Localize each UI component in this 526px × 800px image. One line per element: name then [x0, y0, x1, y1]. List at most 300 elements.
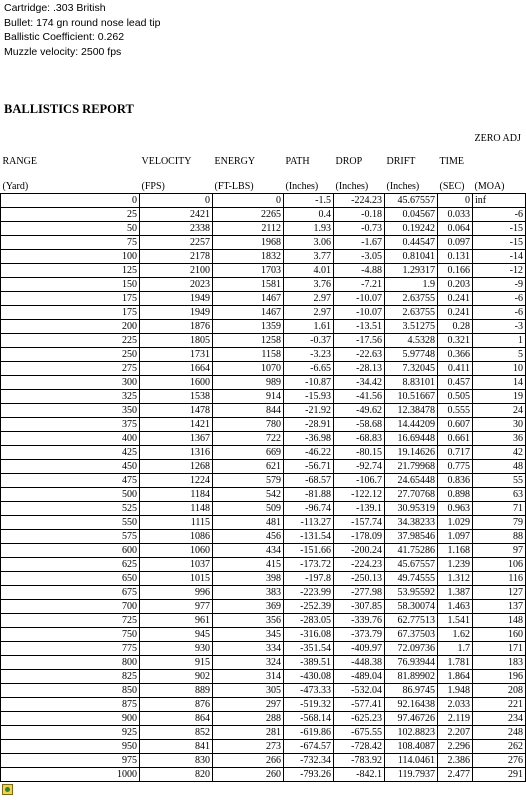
cell-drift: 76.93944	[385, 656, 438, 670]
cell-zero-adj: 5	[473, 348, 526, 362]
cell-velocity: 864	[140, 712, 213, 726]
cell-velocity: 1184	[140, 488, 213, 502]
cell-range: 600	[1, 544, 140, 558]
table-row	[1, 278, 526, 292]
cell-time: 2.296	[438, 740, 473, 754]
cell-range: 575	[1, 530, 140, 544]
cell-drop: -489.04	[334, 670, 385, 684]
cell-energy: 324	[213, 656, 284, 670]
cell-range: 250	[1, 348, 140, 362]
unit-velocity: (FPS)	[141, 181, 165, 192]
cell-time: 1.239	[438, 558, 473, 572]
cell-path: 4.01	[284, 264, 334, 278]
cell-energy: 722	[213, 432, 284, 446]
cell-time: 1.097	[438, 530, 473, 544]
cell-range: 475	[1, 474, 140, 488]
cell-drop: -277.98	[334, 586, 385, 600]
table-row	[1, 362, 526, 376]
cell-drop: -448.38	[334, 656, 385, 670]
cell-path: -46.22	[284, 446, 334, 460]
cell-zero-adj: -6	[473, 208, 526, 222]
cell-drop: -41.56	[334, 390, 385, 404]
cell-time: 1.463	[438, 600, 473, 614]
cell-range: 950	[1, 740, 140, 754]
cell-velocity: 1015	[140, 572, 213, 586]
cell-drop: -28.13	[334, 362, 385, 376]
cell-time: 2.386	[438, 754, 473, 768]
cell-range: 925	[1, 726, 140, 740]
cell-path: -389.51	[284, 656, 334, 670]
cell-zero-adj: 262	[473, 740, 526, 754]
cell-zero-adj: -14	[473, 250, 526, 264]
cell-path: -473.33	[284, 684, 334, 698]
cell-velocity: 915	[140, 656, 213, 670]
cell-drop: -7.21	[334, 278, 385, 292]
cell-velocity: 820	[140, 768, 213, 782]
cartridge-info	[4, 1, 160, 59]
cell-zero-adj: 48	[473, 460, 526, 474]
cell-zero-adj: 234	[473, 712, 526, 726]
cell-zero-adj: -3	[473, 320, 526, 334]
muzzle-velocity-line: Muzzle velocity: 2500 fps	[4, 45, 122, 58]
cell-drift: 7.32045	[385, 362, 438, 376]
cell-path: 0.4	[284, 208, 334, 222]
cell-drop: -22.63	[334, 348, 385, 362]
cell-energy: 1703	[213, 264, 284, 278]
cell-velocity: 1316	[140, 446, 213, 460]
cell-energy: 621	[213, 460, 284, 474]
cell-drop: -842.1	[334, 768, 385, 782]
cell-velocity: 1600	[140, 376, 213, 390]
cell-path: -173.72	[284, 558, 334, 572]
cell-range: 350	[1, 404, 140, 418]
cell-time: 1.7	[438, 642, 473, 656]
cell-energy: 844	[213, 404, 284, 418]
cell-drop: -10.07	[334, 292, 385, 306]
cell-velocity: 1478	[140, 404, 213, 418]
cell-time: 1.864	[438, 670, 473, 684]
cell-zero-adj: -6	[473, 306, 526, 320]
cell-velocity: 841	[140, 740, 213, 754]
cell-energy: 383	[213, 586, 284, 600]
cell-zero-adj: 71	[473, 502, 526, 516]
cell-velocity: 2178	[140, 250, 213, 264]
cell-drop: -224.23	[334, 194, 385, 208]
table-row	[1, 418, 526, 432]
cell-range: 900	[1, 712, 140, 726]
cell-drop: -224.23	[334, 558, 385, 572]
cell-velocity: 2338	[140, 222, 213, 236]
cell-drop: -783.92	[334, 754, 385, 768]
unit-drift: (Inches)	[386, 181, 420, 192]
col-header-velocity: VELOCITY	[141, 156, 192, 167]
cell-energy: 1258	[213, 334, 284, 348]
cell-time: 0.366	[438, 348, 473, 362]
spreadsheet-object-icon	[2, 784, 13, 795]
cell-drop: -200.24	[334, 544, 385, 558]
cell-range: 50	[1, 222, 140, 236]
cell-drop: -0.73	[334, 222, 385, 236]
table-row	[1, 432, 526, 446]
cell-path: -0.37	[284, 334, 334, 348]
cell-drift: 21.79968	[385, 460, 438, 474]
cell-drop: -58.68	[334, 418, 385, 432]
cell-time: 1.541	[438, 614, 473, 628]
cell-path: -568.14	[284, 712, 334, 726]
cell-velocity: 1367	[140, 432, 213, 446]
cell-energy: 1832	[213, 250, 284, 264]
col-header-range: RANGE	[2, 156, 37, 167]
cell-path: 2.97	[284, 292, 334, 306]
cell-range: 125	[1, 264, 140, 278]
cell-zero-adj: inf	[473, 194, 526, 208]
cell-zero-adj: 291	[473, 768, 526, 782]
cell-velocity: 902	[140, 670, 213, 684]
cell-time: 1.168	[438, 544, 473, 558]
cell-time: 0.28	[438, 320, 473, 334]
unit-drop: (Inches)	[335, 181, 369, 192]
ballistics-table	[0, 131, 526, 782]
cell-path: -36.98	[284, 432, 334, 446]
cell-range: 1000	[1, 768, 140, 782]
cell-range: 25	[1, 208, 140, 222]
cell-energy: 481	[213, 516, 284, 530]
cell-path: -223.99	[284, 586, 334, 600]
cell-drift: 119.7937	[385, 768, 438, 782]
bullet-line: Bullet: 174 gn round nose lead tip	[4, 16, 161, 29]
cell-zero-adj: 248	[473, 726, 526, 740]
cell-energy: 669	[213, 446, 284, 460]
cell-path: -283.05	[284, 614, 334, 628]
cell-path: -113.27	[284, 516, 334, 530]
cell-path: 1.93	[284, 222, 334, 236]
cell-zero-adj: 36	[473, 432, 526, 446]
cell-energy: 297	[213, 698, 284, 712]
cell-path: -3.23	[284, 348, 334, 362]
table-row	[1, 614, 526, 628]
cell-range: 525	[1, 502, 140, 516]
cell-path: -519.32	[284, 698, 334, 712]
cell-drop: -122.12	[334, 488, 385, 502]
cell-drift: 2.63755	[385, 292, 438, 306]
cell-zero-adj: 116	[473, 572, 526, 586]
cell-drift: 37.98546	[385, 530, 438, 544]
cell-range: 325	[1, 390, 140, 404]
cell-time: 0.836	[438, 474, 473, 488]
cell-path: -151.66	[284, 544, 334, 558]
table-row	[1, 348, 526, 362]
column-header-row	[1, 131, 526, 167]
cell-zero-adj: 196	[473, 670, 526, 684]
cell-zero-adj: -15	[473, 236, 526, 250]
cell-time: 0.717	[438, 446, 473, 460]
cell-range: 100	[1, 250, 140, 264]
cell-velocity: 1037	[140, 558, 213, 572]
cell-path: -430.08	[284, 670, 334, 684]
cell-zero-adj: -15	[473, 222, 526, 236]
cell-zero-adj: 127	[473, 586, 526, 600]
unit-range: (Yard)	[2, 181, 29, 192]
col-header-path: PATH	[285, 156, 310, 167]
cell-drift: 4.5328	[385, 334, 438, 348]
cell-drift: 72.09736	[385, 642, 438, 656]
cell-time: 2.207	[438, 726, 473, 740]
table-row	[1, 236, 526, 250]
cell-drop: -13.51	[334, 320, 385, 334]
cell-drop: -250.13	[334, 572, 385, 586]
cell-path: 2.97	[284, 306, 334, 320]
table-row	[1, 712, 526, 726]
cell-range: 275	[1, 362, 140, 376]
cell-zero-adj: 137	[473, 600, 526, 614]
cell-zero-adj: 30	[473, 418, 526, 432]
col-header-zero-adj: ZERO ADJ	[474, 133, 521, 144]
table-row	[1, 404, 526, 418]
units-row	[1, 167, 526, 194]
cell-path: -732.34	[284, 754, 334, 768]
cell-energy: 415	[213, 558, 284, 572]
cell-time: 0.661	[438, 432, 473, 446]
cell-energy: 1467	[213, 306, 284, 320]
cell-time: 0.411	[438, 362, 473, 376]
cell-time: 0.555	[438, 404, 473, 418]
cell-time: 1.948	[438, 684, 473, 698]
cell-velocity: 1268	[140, 460, 213, 474]
report-title: BALLISTICS REPORT	[4, 102, 134, 116]
unit-time: (SEC)	[439, 181, 465, 192]
cell-velocity: 2100	[140, 264, 213, 278]
cell-range: 550	[1, 516, 140, 530]
cell-time: 2.119	[438, 712, 473, 726]
cell-drift: 3.51275	[385, 320, 438, 334]
cell-time: 0.898	[438, 488, 473, 502]
cell-energy: 334	[213, 642, 284, 656]
cell-path: -28.91	[284, 418, 334, 432]
cell-energy: 780	[213, 418, 284, 432]
cell-drift: 108.4087	[385, 740, 438, 754]
cell-range: 375	[1, 418, 140, 432]
cell-zero-adj: 208	[473, 684, 526, 698]
col-header-drop: DROP	[335, 156, 363, 167]
cell-drift: 45.67557	[385, 194, 438, 208]
cell-drift: 41.75286	[385, 544, 438, 558]
cell-drift: 34.38233	[385, 516, 438, 530]
cell-drift: 10.51667	[385, 390, 438, 404]
cell-energy: 1581	[213, 278, 284, 292]
cell-drift: 81.89902	[385, 670, 438, 684]
cartridge-line: Cartridge: .303 British	[4, 2, 106, 14]
cell-drop: -1.67	[334, 236, 385, 250]
table-row	[1, 376, 526, 390]
cell-drift: 53.95592	[385, 586, 438, 600]
cell-velocity: 1148	[140, 502, 213, 516]
cell-drift: 14.44209	[385, 418, 438, 432]
cell-time: 0.241	[438, 306, 473, 320]
table-row	[1, 502, 526, 516]
cell-path: -316.08	[284, 628, 334, 642]
cell-drop: -532.04	[334, 684, 385, 698]
cell-path: -793.26	[284, 768, 334, 782]
cell-range: 150	[1, 278, 140, 292]
cell-energy: 579	[213, 474, 284, 488]
cell-drift: 102.8823	[385, 726, 438, 740]
cell-drop: -625.23	[334, 712, 385, 726]
cell-time: 0.203	[438, 278, 473, 292]
cell-energy: 345	[213, 628, 284, 642]
cell-energy: 281	[213, 726, 284, 740]
table-row	[1, 656, 526, 670]
cell-velocity: 1664	[140, 362, 213, 376]
cell-velocity: 0	[140, 194, 213, 208]
cell-zero-adj: 79	[473, 516, 526, 530]
cell-velocity: 1086	[140, 530, 213, 544]
cell-drift: 45.67557	[385, 558, 438, 572]
cell-time: 0.131	[438, 250, 473, 264]
cell-drop: -577.41	[334, 698, 385, 712]
cell-range: 425	[1, 446, 140, 460]
cell-drop: -139.1	[334, 502, 385, 516]
cell-time: 1.781	[438, 656, 473, 670]
table-row	[1, 740, 526, 754]
cell-drop: -157.74	[334, 516, 385, 530]
cell-path: -96.74	[284, 502, 334, 516]
cell-drift: 0.19242	[385, 222, 438, 236]
cell-velocity: 2421	[140, 208, 213, 222]
cell-energy: 305	[213, 684, 284, 698]
cell-range: 225	[1, 334, 140, 348]
table-row	[1, 320, 526, 334]
cell-range: 450	[1, 460, 140, 474]
cell-velocity: 876	[140, 698, 213, 712]
table-row	[1, 698, 526, 712]
cell-zero-adj: -9	[473, 278, 526, 292]
cell-zero-adj: 276	[473, 754, 526, 768]
cell-path: -21.92	[284, 404, 334, 418]
cell-drop: -307.85	[334, 600, 385, 614]
cell-velocity: 1115	[140, 516, 213, 530]
cell-range: 675	[1, 586, 140, 600]
cell-velocity: 1421	[140, 418, 213, 432]
cell-drift: 0.81041	[385, 250, 438, 264]
cell-range: 625	[1, 558, 140, 572]
cell-drift: 27.70768	[385, 488, 438, 502]
table-row	[1, 726, 526, 740]
cell-energy: 260	[213, 768, 284, 782]
cell-zero-adj: 97	[473, 544, 526, 558]
cell-drift: 1.9	[385, 278, 438, 292]
cell-drop: -728.42	[334, 740, 385, 754]
cell-time: 0.963	[438, 502, 473, 516]
cell-path: -15.93	[284, 390, 334, 404]
ballistic-coefficient-line: Ballistic Coefficient: 0.262	[4, 31, 125, 43]
table-row	[1, 600, 526, 614]
unit-zero-adj: (MOA)	[474, 181, 505, 192]
cell-drop: -17.56	[334, 334, 385, 348]
cell-path: -351.54	[284, 642, 334, 656]
cell-zero-adj: 106	[473, 558, 526, 572]
cell-drift: 2.63755	[385, 306, 438, 320]
cell-velocity: 930	[140, 642, 213, 656]
table-row	[1, 264, 526, 278]
cell-range: 750	[1, 628, 140, 642]
cell-drift: 114.0461	[385, 754, 438, 768]
cell-range: 400	[1, 432, 140, 446]
table-row	[1, 544, 526, 558]
cell-energy: 356	[213, 614, 284, 628]
cell-energy: 509	[213, 502, 284, 516]
table-row	[1, 474, 526, 488]
cell-path: -1.5	[284, 194, 334, 208]
table-row	[1, 670, 526, 684]
cell-drop: -4.88	[334, 264, 385, 278]
cell-path: 1.61	[284, 320, 334, 334]
cell-zero-adj: 221	[473, 698, 526, 712]
table-row	[1, 194, 526, 208]
cell-time: 1.387	[438, 586, 473, 600]
cell-range: 725	[1, 614, 140, 628]
cell-drop: -68.83	[334, 432, 385, 446]
table-row	[1, 754, 526, 768]
cell-time: 2.033	[438, 698, 473, 712]
cell-drop: -106.7	[334, 474, 385, 488]
cell-zero-adj: 63	[473, 488, 526, 502]
cell-time: 0.607	[438, 418, 473, 432]
cell-velocity: 1949	[140, 292, 213, 306]
cell-time: 0.033	[438, 208, 473, 222]
cell-path: -197.8	[284, 572, 334, 586]
cell-energy: 914	[213, 390, 284, 404]
table-row	[1, 530, 526, 544]
cell-velocity: 2257	[140, 236, 213, 250]
cell-velocity: 1876	[140, 320, 213, 334]
cell-time: 1.029	[438, 516, 473, 530]
cell-velocity: 1224	[140, 474, 213, 488]
cell-time: 1.312	[438, 572, 473, 586]
cell-range: 500	[1, 488, 140, 502]
cell-path: -68.57	[284, 474, 334, 488]
cell-drop: -92.74	[334, 460, 385, 474]
unit-path: (Inches)	[285, 181, 319, 192]
cell-drop: -0.18	[334, 208, 385, 222]
cell-path: 3.77	[284, 250, 334, 264]
cell-path: -81.88	[284, 488, 334, 502]
cell-drop: -10.07	[334, 306, 385, 320]
table-row	[1, 572, 526, 586]
cell-zero-adj: 183	[473, 656, 526, 670]
col-header-energy: ENERGY	[214, 156, 256, 167]
cell-drift: 0.04567	[385, 208, 438, 222]
cell-energy: 456	[213, 530, 284, 544]
cell-range: 0	[1, 194, 140, 208]
cell-energy: 369	[213, 600, 284, 614]
cell-drift: 0.44547	[385, 236, 438, 250]
cell-range: 975	[1, 754, 140, 768]
cell-time: 0.097	[438, 236, 473, 250]
cell-velocity: 1805	[140, 334, 213, 348]
cell-drift: 97.46726	[385, 712, 438, 726]
cell-zero-adj: 42	[473, 446, 526, 460]
cell-drift: 8.83101	[385, 376, 438, 390]
cell-drift: 92.16438	[385, 698, 438, 712]
cell-drift: 24.65448	[385, 474, 438, 488]
cell-drop: -49.62	[334, 404, 385, 418]
cell-drift: 30.95319	[385, 502, 438, 516]
cell-energy: 398	[213, 572, 284, 586]
cell-energy: 1359	[213, 320, 284, 334]
cell-zero-adj: 160	[473, 628, 526, 642]
cell-range: 175	[1, 306, 140, 320]
cell-path: -619.86	[284, 726, 334, 740]
